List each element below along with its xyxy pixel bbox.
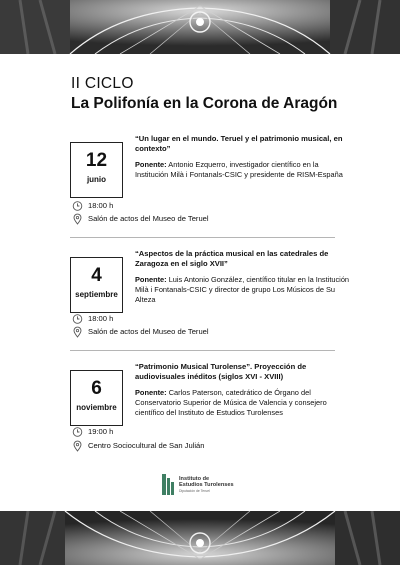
event-place: Centro Sociocultural de San Julián bbox=[88, 441, 205, 450]
speaker-description: Luis Antonio González, científico titular en la Institución Milà i Fontanals-CSIC y director de grupo Los Músicos de Su Alteza bbox=[135, 275, 350, 304]
event-place: Salón de actos del Museo de Teruel bbox=[88, 327, 209, 336]
event-day: 4 bbox=[91, 265, 102, 286]
logo-line1: Instituto de bbox=[179, 476, 210, 482]
ieturolenses-logo bbox=[162, 474, 252, 496]
clock-icon bbox=[72, 200, 83, 212]
event-time: 18:00 h bbox=[88, 314, 114, 323]
event-day: 12 bbox=[85, 150, 108, 171]
speaker-label: Ponente: bbox=[135, 275, 167, 284]
speaker-text bbox=[135, 388, 353, 418]
date-box bbox=[70, 142, 123, 198]
speaker-text bbox=[135, 160, 353, 180]
speaker-text bbox=[135, 275, 353, 305]
speaker-description: Antonio Ezquerro, investigador científico en la Institución Milà i Fontanals-CSIC y presidente de RISM-España bbox=[135, 160, 343, 179]
talk-info bbox=[135, 362, 353, 418]
logo-text bbox=[179, 476, 234, 494]
cycle-label: II CICLO bbox=[71, 75, 134, 92]
date-box bbox=[70, 370, 123, 426]
divider bbox=[70, 350, 335, 351]
institute-logo-mark bbox=[162, 474, 175, 495]
clock-icon bbox=[72, 313, 83, 325]
talk-title: “Un lugar en el mundo. Teruel y el patrimonio musical, en contexto” bbox=[135, 134, 343, 153]
location-pin-icon bbox=[72, 213, 83, 225]
location-pin-icon bbox=[72, 326, 83, 338]
logo-subline: Diputación de Teruel bbox=[179, 488, 210, 493]
event-time: 19:00 h bbox=[88, 427, 114, 436]
divider bbox=[70, 237, 335, 238]
top-vault-photo bbox=[0, 0, 400, 54]
location-pin-icon bbox=[72, 440, 83, 452]
event-time: 18:00 h bbox=[88, 201, 114, 210]
talk-title: “Patrimonio Musical Turolense”. Proyección de audiovisuales inéditos (siglos XVI - XVIII) bbox=[135, 362, 307, 381]
event-month: junio bbox=[86, 175, 107, 184]
date-box bbox=[70, 257, 123, 313]
event-month: noviembre bbox=[76, 403, 117, 412]
series-title: La Polifonía en la Corona de Aragón bbox=[71, 95, 338, 112]
speaker-label: Ponente: bbox=[135, 160, 167, 169]
talk-title: “Aspectos de la práctica musical en las catedrales de Zaragoza en el siglo XVII” bbox=[135, 249, 329, 268]
talk-info bbox=[135, 134, 353, 180]
event-day: 6 bbox=[91, 378, 102, 399]
clock-icon bbox=[72, 426, 83, 438]
event-place: Salón de actos del Museo de Teruel bbox=[88, 214, 209, 223]
speaker-description: Carlos Paterson, catedrático de Órgano del Conservatorio Superior de Música de Valencia y consejero científico del Instituto de Estudios Turolenses bbox=[135, 388, 327, 417]
talk-info bbox=[135, 249, 353, 305]
speaker-label: Ponente: bbox=[135, 388, 167, 397]
event-month: septiembre bbox=[75, 290, 118, 299]
logo-line2: Estudios Turolenses bbox=[179, 482, 234, 489]
bottom-vault-photo bbox=[0, 511, 400, 565]
title-block bbox=[71, 75, 381, 114]
